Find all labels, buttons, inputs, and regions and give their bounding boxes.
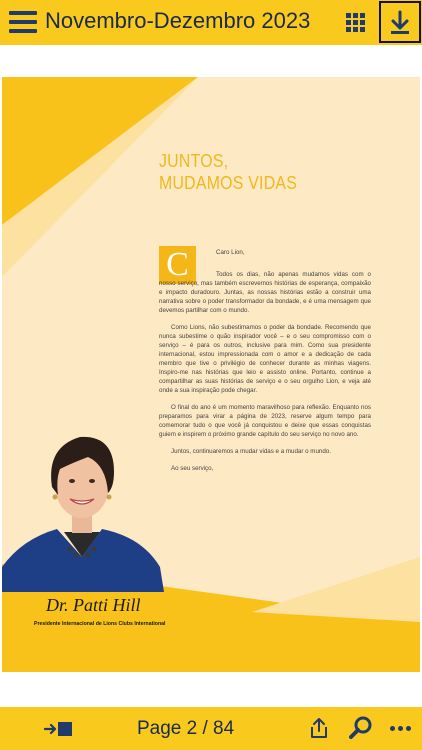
letter-paragraph: O final do ano é um momento maravilhoso para reflexão. Enquanto nos preparamos para virar a página de 2023, reserve algum tempo para comemorar tudo o que você já conquistou e deixe que essas conquistas guiem e inspirem o próximo grande capítulo do seu serviço no novo ano.: [159, 404, 371, 438]
issue-title: Novembro-Dezembro 2023: [45, 8, 311, 33]
bottom-toolbar: [0, 707, 422, 750]
first-page-button[interactable]: [44, 721, 74, 737]
letter-paragraph: Todos os dias, não apenas mudamos vidas com o nosso serviço, mas também escrevemos histórias de esperança, compaixão e impacto duradouro. Juntas, as nossas histórias estão a construir uma narrativa sobre o poder transformador da bondade, e é uma mensagem que devemos partilhar com o mundo.: [159, 271, 371, 314]
drop-cap: C: [159, 246, 196, 284]
letter-closing: Ao seu serviço,: [171, 465, 214, 472]
letter-body: [159, 248, 371, 481]
page-indicator[interactable]: Page 2 / 84: [137, 718, 235, 739]
first-page-icon: [44, 721, 74, 737]
signature-title: Presidente Internacional de Lions Clubs International: [34, 621, 166, 627]
president-portrait: [2, 417, 172, 592]
top-toolbar: [0, 0, 422, 45]
share-button[interactable]: [309, 717, 329, 739]
more-button[interactable]: [390, 726, 412, 732]
signature: Dr. Patti Hill: [46, 595, 141, 615]
grid-view-button[interactable]: [346, 13, 366, 33]
letter-greeting: Caro Lion,: [216, 249, 245, 256]
search-icon: [349, 716, 373, 740]
download-button[interactable]: [379, 1, 421, 43]
magazine-page[interactable]: [2, 77, 420, 672]
article-headline: JUNTOS, MUDAMOS VIDAS: [159, 151, 298, 193]
share-icon: [309, 717, 329, 739]
menu-button[interactable]: [9, 11, 37, 33]
letter-paragraph: Juntos, continuaremos a mudar vidas e a mudar o mundo.: [171, 448, 331, 455]
download-icon: [381, 3, 419, 41]
letter-paragraph: Como Lions, não subestimamos o poder da bondade. Recomendo que nunca subestime o quão inspirador você – e o seu compromisso com o serviço – é para os outros, inclusive para mim. Como sua presidente internacional, estou impressionada com o amor e a dedicação de cada membro que tive o privilégio de conhecer durante as minhas viagens. Inspiro-me nas histórias que leio e assisto online. Portanto, continue a compartilhar as suas histórias de serviço e o seu orgulho Lion, e veja até onde a sua inspiração pode chegar.: [159, 324, 371, 394]
hamburger-icon: [9, 11, 37, 15]
search-button[interactable]: [349, 716, 373, 740]
